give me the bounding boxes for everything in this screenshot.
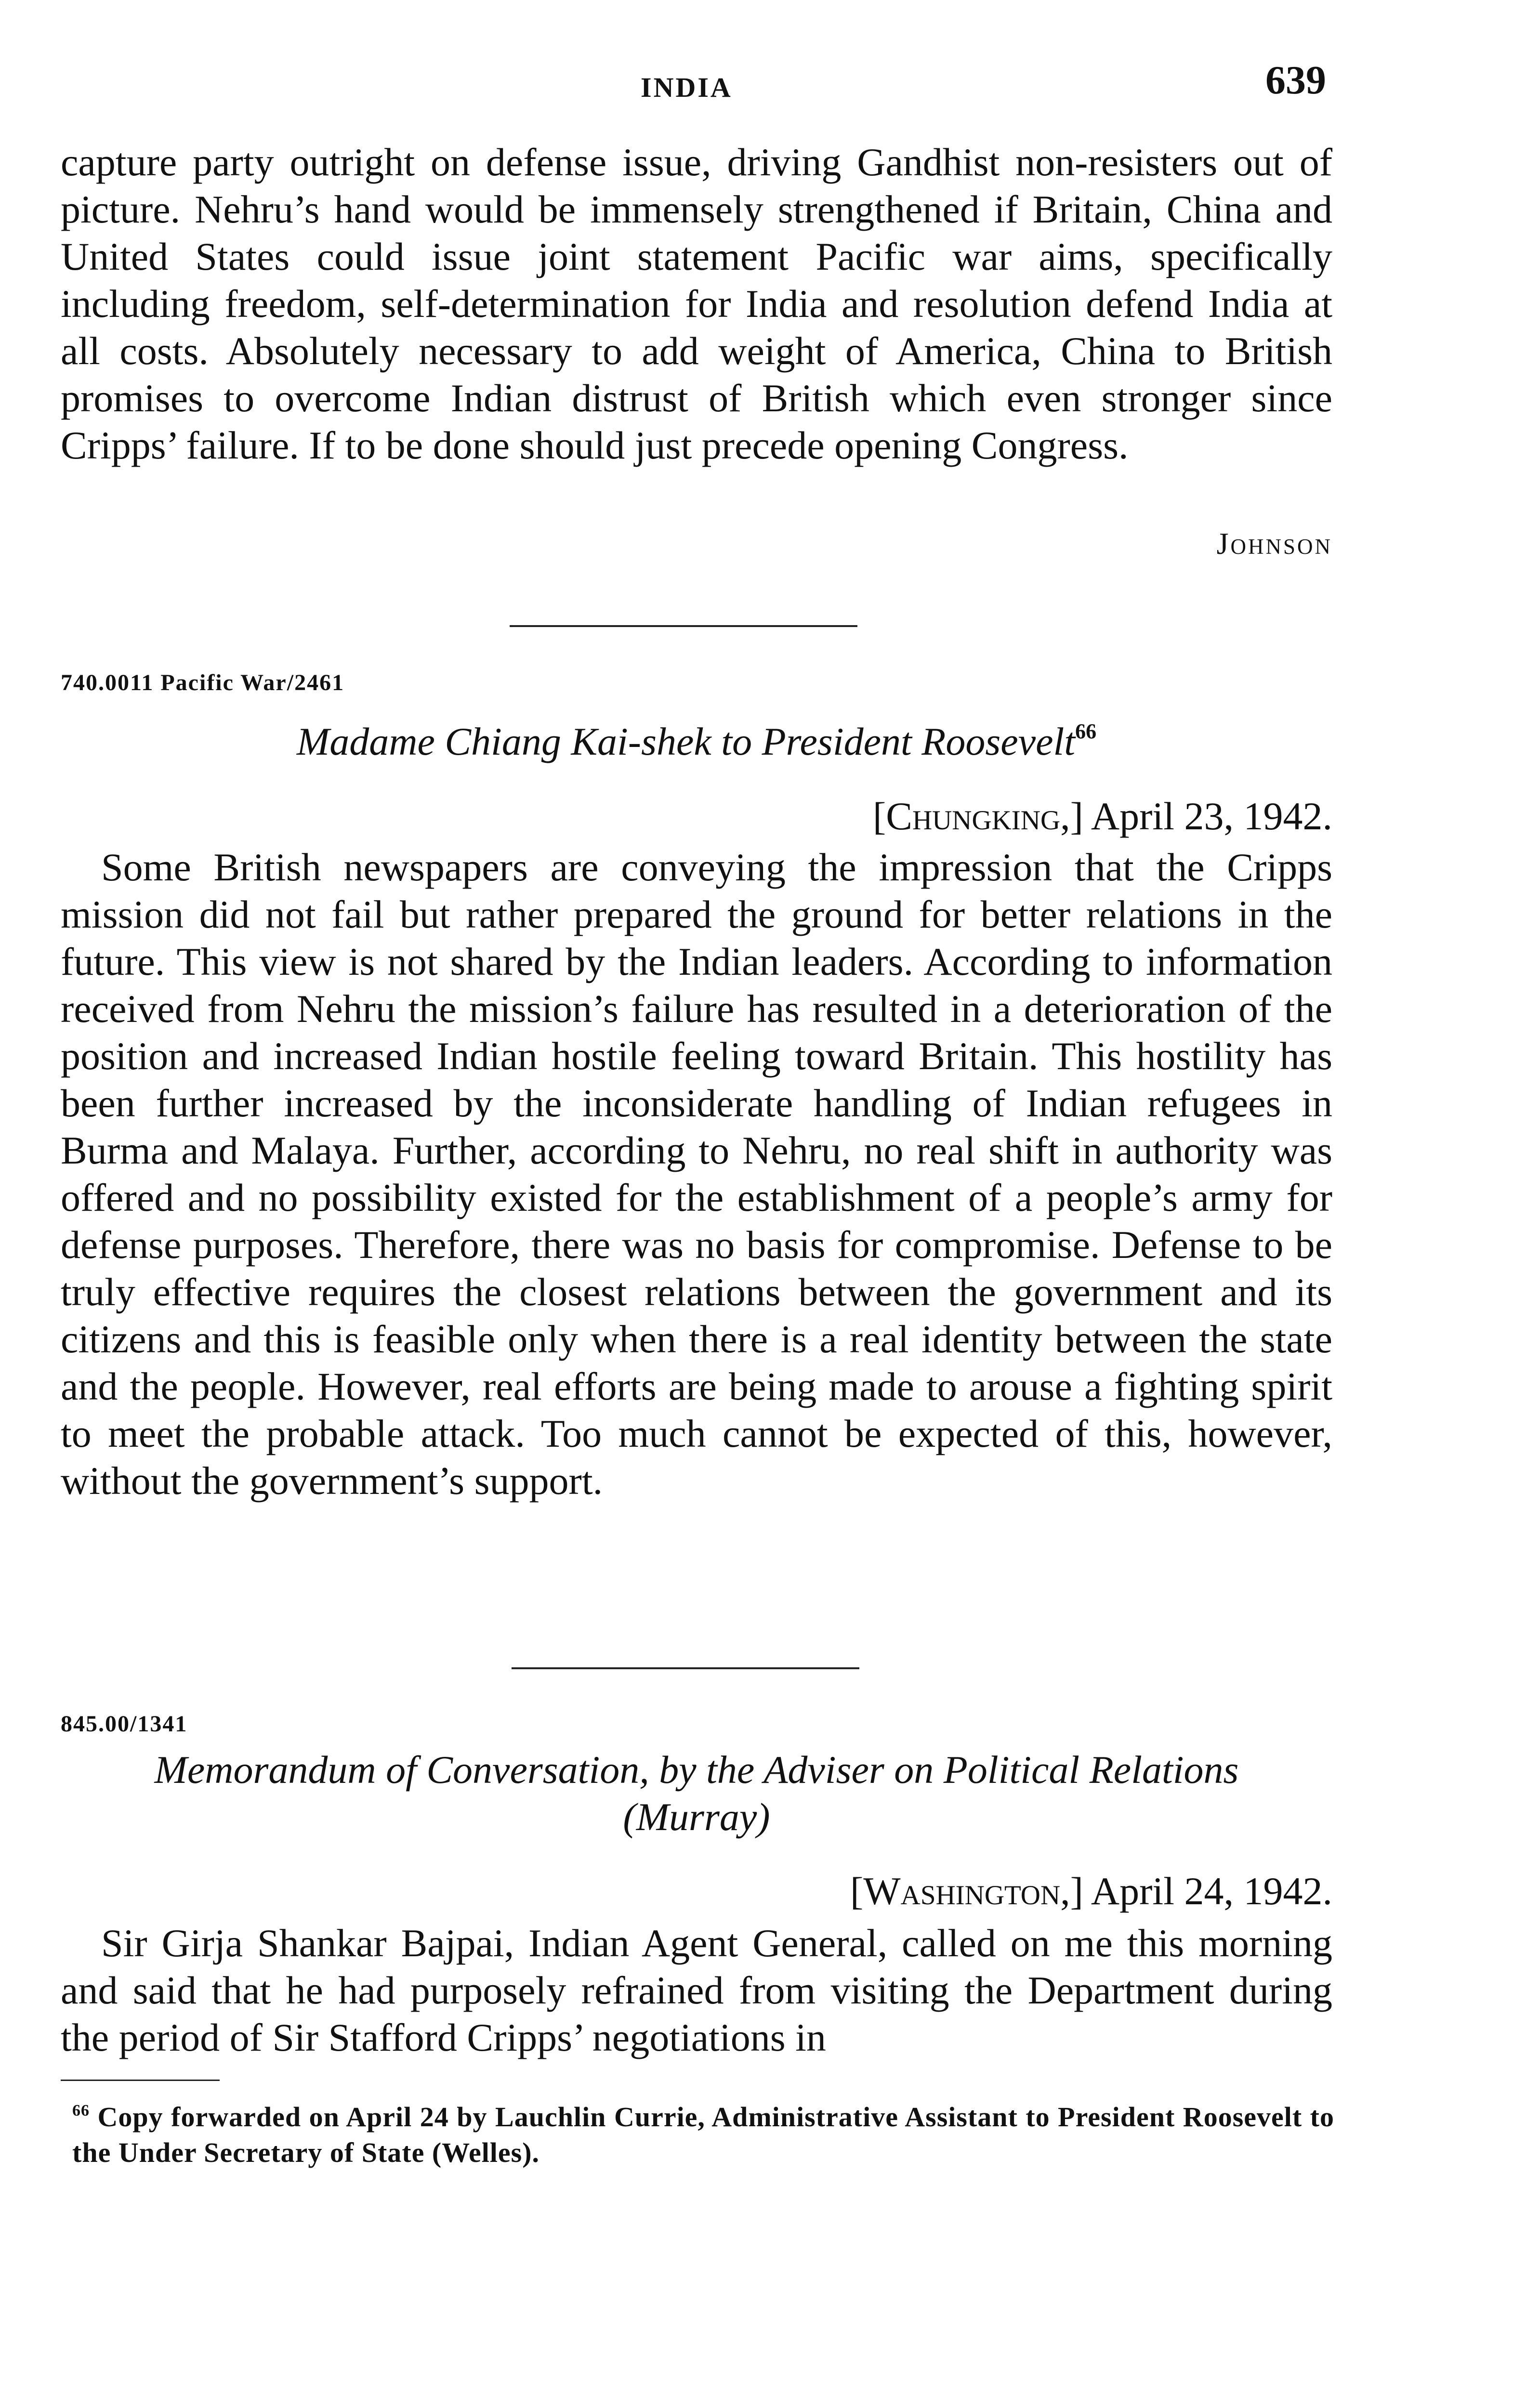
continued-text [61,139,1332,469]
dateline-date: April 24, 1942. [1091,1869,1332,1913]
footnote-marker: 66 [72,2102,90,2120]
dateline-date: April 23, 1942. [1091,794,1332,838]
page-number: 639 [1265,58,1326,103]
section-divider [510,625,857,627]
footnote [72,2093,1334,2171]
file-number: 845.00/1341 [61,1711,188,1737]
dateline-place: [Chungking,] [872,794,1083,838]
document-title-text: Madame Chiang Kai-shek to President Roosevelt [296,720,1076,763]
body-paragraph: Some British newspapers are conveying the impression that the Cripps mission did not fail but rather prepared the ground for better relations in the future. This view is not shared by the Indian leaders. According to information received from Nehru the mission’s failure has resulted in a deterioration of the position and increased Indian hostile feeling toward Britain. This hostility has been further increased by the inconsiderate handling of Indian refugees in Burma and Malaya. Further, according to Nehru, no real shift in authority was offered and no possibility existed for the establishment of a people’s army for defense purposes. Therefore, there was no basis for compromise. Defense to be truly effective requires the closest relations between the government and its citizens and this is feasible only when there is a real identity between the state and the people. However, real efforts are being made to arouse a fighting spirit to meet the probable attack. Too much cannot be expected of this, however, without the government’s support. [61,845,1332,1503]
dateline-place: [Washington,] [850,1869,1083,1913]
signature: Johnson [1216,526,1332,561]
memo-body [61,1920,1332,2061]
document-title-line: Memorandum of Conversation, by the Adviser on Political Relations [154,1748,1239,1792]
continued-paragraph: capture party outright on defense issue, driving Gandhist non-resisters out of picture. Nehru’s hand would be immensely strengthened if Britain, China and United States could issue joint statement Pacific war aims, specifically including freedom, self-determination for India and resolution defend India at all costs. Absolutely necessary to add weight of America, China to British promises to overcome Indian distrust of British which even stronger since Cripps’ failure. If to be done should just precede opening Congress. [61,140,1332,467]
footnote-rule [61,2080,220,2081]
footnote-reference: 66 [1075,720,1097,743]
footnote-text: Copy forwarded on April 24 by Lauchlin Currie, Administrative Assistant to President Roosevelt to the Under Secretary of State (Welles). [72,2101,1334,2168]
letter-body [61,844,1332,1505]
document-title [61,708,1332,765]
dateline [850,1869,1332,1914]
running-head: INDIA [641,72,733,103]
document-title-line: (Murray) [623,1795,770,1839]
document-title [61,1746,1332,1841]
file-number: 740.0011 Pacific War/2461 [61,670,345,695]
section-divider [512,1667,859,1669]
dateline [873,794,1332,839]
body-paragraph: Sir Girja Shankar Bajpai, Indian Agent General, called on me this morning and said that he had purposely refrained from visiting the Department during the period of Sir Stafford Cripps’ negotiations in [61,1921,1332,2059]
